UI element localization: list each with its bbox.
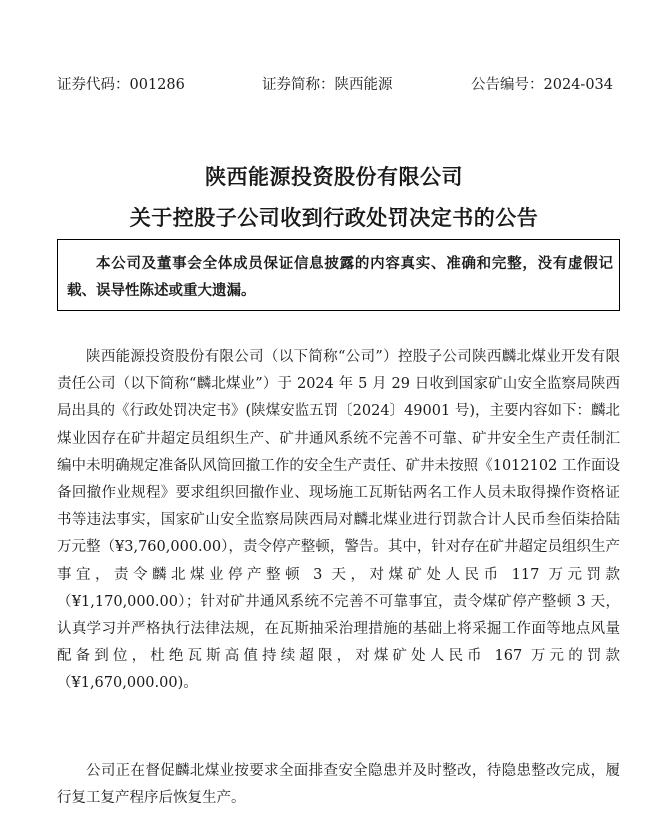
announcement-subject-title: 关于控股子公司收到行政处罚决定书的公告 [129, 206, 539, 230]
announcement-header [57, 74, 613, 96]
stock-code: 证券代码：001286 [57, 77, 185, 93]
company-name-title: 陕西能源投资股份有限公司 [205, 165, 463, 189]
body-paragraph-penalty-details: 陕西能源投资股份有限公司（以下简称“公司”）控股子公司陕西麟北煤业开发有限责任公司（以下简称“麟北煤业”）于 2024 年 5 月 29 日收到国家矿山安全监察局陕西局出具的《行政处罚决定书》(陕煤安监五罚〔2024〕49001 号)，主要内容如下：麟北煤业因存在矿井超定员组织生产、矿井通风系统不完善不可靠、矿井安全生产责任制汇编中未明确规定准备队风筒回撤工作的安全生产责任、矿井未按照《1012102 工作面设备回撤作业规程》要求组织回撤作业、现场施工瓦斯钻两名工作人员未取得操作资格证书等违法事实，国家矿山安全监察局陕西局对麟北煤业进行罚款合计人民币叁佰柒拾陆万元整（¥3,760,000.00），责令停产整顿，警告。其中，针对存在矿井超定员组织生产事宜，责令麟北煤业停产整顿 3 天，对煤矿处人民币 117 万元罚款（¥1,170,000.00）；针对矿井通风系统不完善不可靠事宜，责令煤矿停产整顿 3 天，认真学习并严格执行法律法规，在瓦斯抽采治理措施的基础上将采掘工作面等地点风量配备到位，杜绝瓦斯高值持续超限，对煤矿处人民币 167 万元的罚款（¥1,670,000.00)。 [57, 349, 620, 692]
announcement-number: 公告编号：2024-034 [471, 77, 613, 93]
stock-abbreviation: 证券简称：陕西能源 [262, 77, 393, 93]
body-paragraph-rectification: 公司正在督促麟北煤业按要求全面排查安全隐患并及时整改，待隐患整改完成，履行复工复产程序后恢复生产。 [57, 763, 620, 807]
board-guarantee-notice: 本公司及董事会全体成员保证信息披露的内容真实、准确和完整，没有虚假记载、误导性陈述或重大遗漏。 [57, 239, 620, 311]
